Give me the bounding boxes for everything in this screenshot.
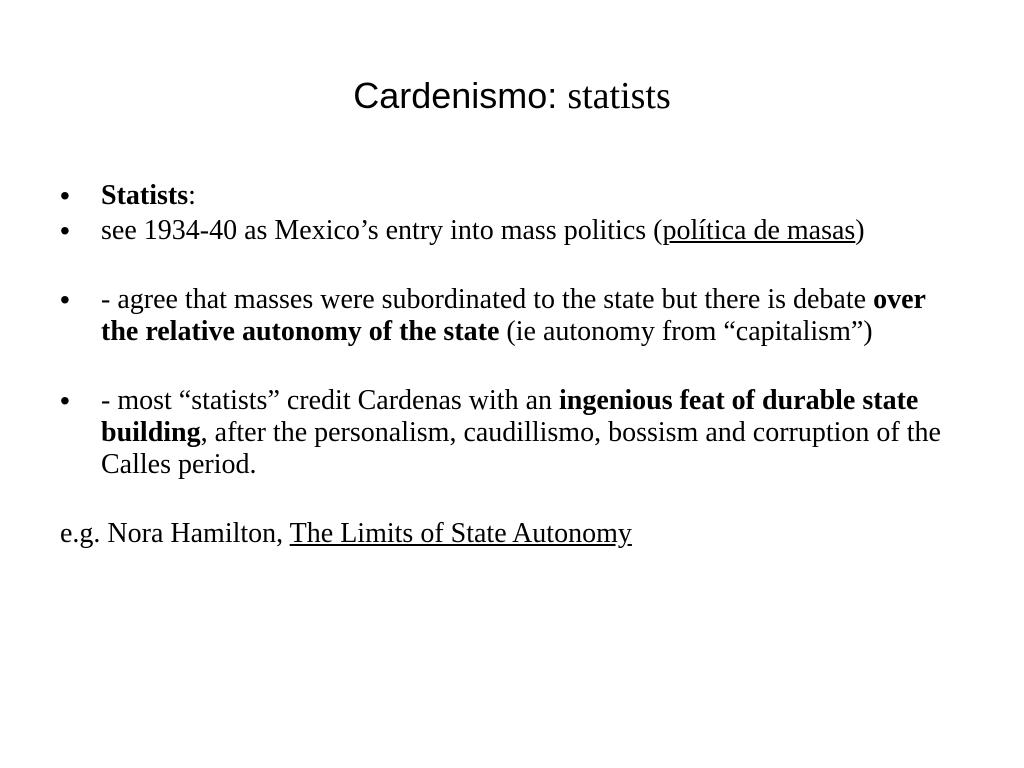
slide-title <box>0 70 1024 122</box>
autonomy-text: - agree that masses were subordinated to the state but there is debate <box>101 284 874 315</box>
autonomy-after: (ie autonomy from “capitalism”) <box>499 316 873 347</box>
bullet-statists <box>60 180 960 212</box>
title-part-2: statists <box>567 75 671 117</box>
example-author: e.g. Nora Hamilton, <box>60 518 290 549</box>
statists-heading: Statists <box>101 180 189 211</box>
bullet-dot: • <box>60 180 70 211</box>
bullet-autonomy-debate <box>60 284 960 348</box>
bullet-dot: • <box>60 215 70 246</box>
mass-politics-text: see 1934-40 as Mexico’s entry into mass politics ( <box>101 215 663 246</box>
bullet-mass-politics <box>60 215 960 247</box>
bullet-dot: • <box>60 284 70 315</box>
slide-body <box>60 180 960 550</box>
state-building-text: - most “statists” credit Cardenas with an <box>101 385 559 416</box>
bullet-state-building <box>60 385 960 481</box>
mass-politics-close: ) <box>855 215 865 246</box>
example-reference <box>60 518 960 550</box>
politica-de-masas-term: política de masas <box>662 215 856 246</box>
statists-colon: : <box>188 180 196 211</box>
autonomy-bold: over the relative autonomy of the state <box>101 284 926 347</box>
example-book-title: The Limits of State Autonomy <box>289 518 632 549</box>
state-building-after: , after the personalism, caudillismo, bossism and corruption of the Calles period. <box>101 417 941 480</box>
title-part-1: Cardenismo: <box>353 75 568 116</box>
state-building-bold: ingenious feat of durable state building <box>101 385 919 448</box>
bullet-dot: • <box>60 385 70 416</box>
